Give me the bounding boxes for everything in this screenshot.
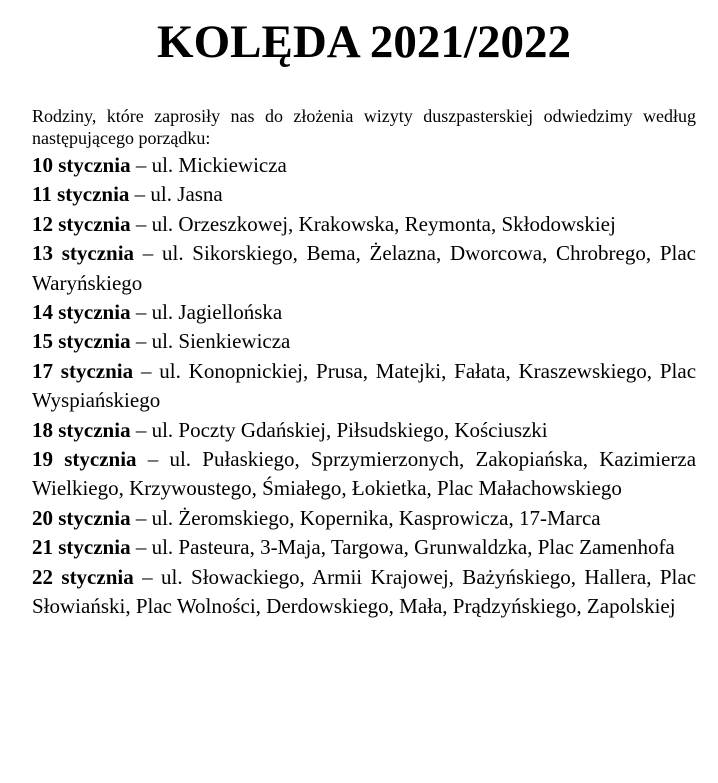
entry-separator: – ul. (142, 564, 183, 589)
entry-separator: – ul. (135, 153, 174, 177)
document-title: KOLĘDA 2021/2022 (157, 16, 571, 68)
entry-date: 12 stycznia (32, 211, 131, 236)
schedule-entry (32, 563, 696, 622)
entry-streets: Pasteura, 3-Maja, Targowa, Grunwaldzka, Plac Zamenhofa (178, 535, 675, 560)
schedule-list (32, 151, 696, 622)
schedule-entry (32, 357, 696, 416)
entry-separator: – ul. (135, 535, 174, 560)
entry-streets: Jagiellońska (178, 300, 283, 325)
entry-separator: – ul. (140, 358, 181, 383)
entry-date: 15 stycznia (32, 329, 131, 354)
entry-separator: – ul. (134, 182, 173, 207)
schedule-entry (32, 210, 696, 239)
entry-streets: Sikorskiego, Bema, Żelazna, Dworcowa, Chrobrego, Plac Waryńskiego (32, 241, 696, 295)
entry-streets: Orzeszkowej, Krakowska, Reymonta, Skłodowskiej (178, 211, 616, 236)
entry-date: 11 stycznia (32, 182, 130, 207)
entry-date: 17 stycznia (32, 358, 134, 383)
schedule-entry (32, 180, 696, 209)
entry-streets: Konopnickiej, Prusa, Matejki, Fałata, Kraszewskiego, Plac Wyspiańskiego (32, 358, 697, 413)
entry-date: 19 stycznia (32, 447, 137, 472)
entry-separator: – ul. (135, 505, 174, 530)
intro-paragraph: Rodziny, które zaprosiły nas do złożenia wizyty duszpasterskiej odwiedzimy według następującego porządku: (32, 106, 696, 148)
entry-date: 22 stycznia (32, 564, 134, 589)
schedule-entry (32, 416, 696, 445)
schedule-entry (32, 151, 696, 180)
entry-separator: – ul. (135, 329, 174, 354)
entry-date: 14 stycznia (32, 300, 131, 325)
entry-streets: Słowackiego, Armii Krajowej, Bażyńskiego, Hallera, Plac Słowiański, Plac Wolności, Derdowskiego, Mała, Prądzyńskiego, Zapolskiej (32, 564, 697, 619)
entry-streets: Jasna (177, 182, 223, 207)
entry-date: 10 stycznia (32, 153, 131, 177)
entry-date: 13 stycznia (32, 241, 135, 266)
entry-date: 21 stycznia (32, 535, 131, 560)
entry-streets: Mickiewicza (178, 153, 287, 177)
schedule-entry (32, 298, 696, 327)
entry-streets: Poczty Gdańskiej, Piłsudskiego, Kościuszki (178, 417, 548, 442)
entry-streets: Sienkiewicza (178, 329, 291, 354)
schedule-entry (32, 533, 696, 562)
entry-streets: Żeromskiego, Kopernika, Kasprowicza, 17-Marca (178, 505, 601, 530)
document-page (32, 0, 696, 622)
schedule-entry (32, 327, 696, 356)
entry-separator: – ul. (135, 417, 174, 442)
entry-separator: – ul. (142, 241, 184, 266)
entry-separator: – ul. (135, 211, 174, 236)
schedule-entry (32, 239, 696, 298)
entry-streets: Pułaskiego, Sprzymierzonych, Zakopiańska, Kazimierza Wielkiego, Krzywoustego, Śmiałego, Łokietka, Plac Małachowskiego (32, 447, 697, 501)
entry-date: 20 stycznia (32, 505, 131, 530)
schedule-entry (32, 504, 696, 533)
entry-separator: – ul. (135, 300, 174, 325)
entry-date: 18 stycznia (32, 417, 131, 442)
schedule-entry (32, 445, 696, 504)
entry-separator: – ul. (147, 447, 192, 472)
